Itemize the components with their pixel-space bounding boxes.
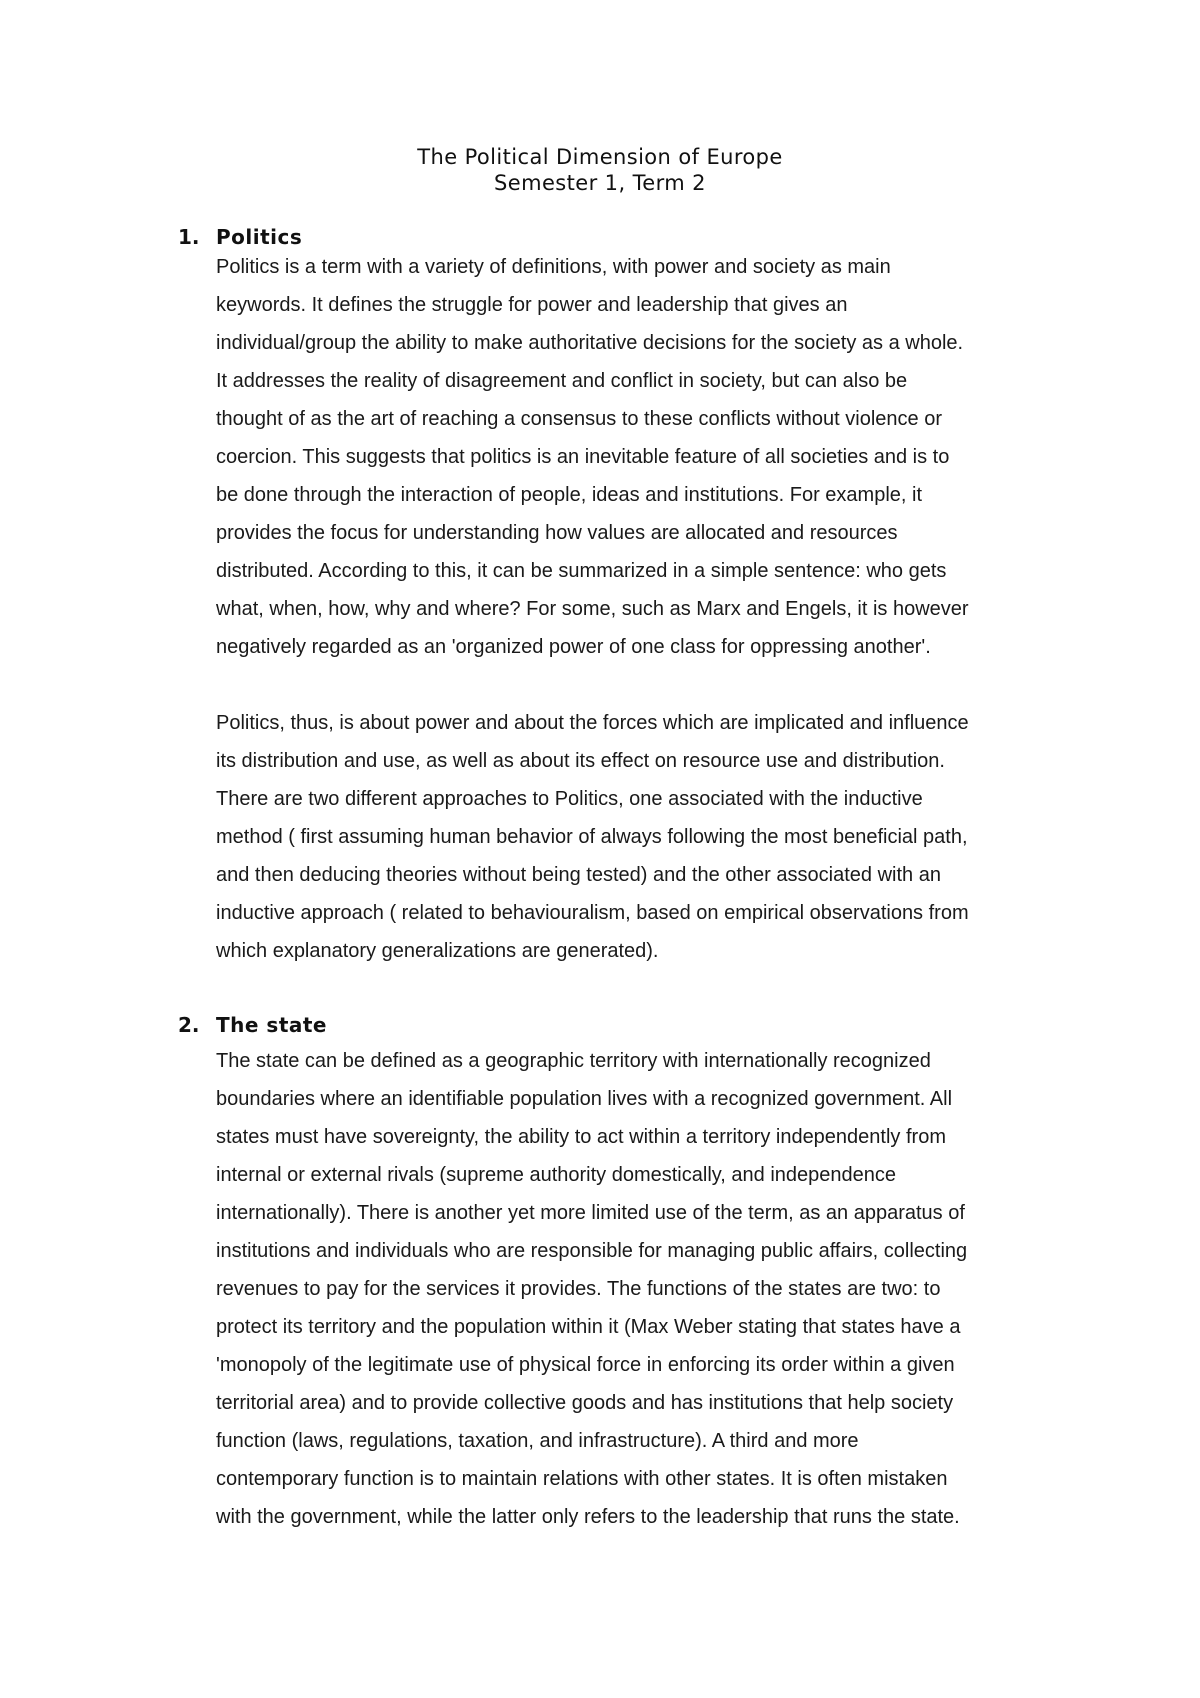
text-line: and then deducing theories without being tested) and the other associated with an [216,864,941,886]
text-line: inductive approach ( related to behaviouralism, based on empirical observations from [216,902,969,924]
text-line: The state can be defined as a geographic territory with internationally recognized [216,1050,931,1072]
text-line: function (laws, regulations, taxation, and infrastructure). A third and more [216,1430,859,1452]
text-line: Politics is a term with a variety of definitions, with power and society as main [216,256,891,278]
text-line: be done through the interaction of people, ideas and institutions. For example, it [216,484,923,506]
text-line: territorial area) and to provide collective goods and has institutions that help society [216,1392,954,1414]
text-line: Politics, thus, is about power and about the forces which are implicated and influence [216,712,969,734]
paragraph-spacer [216,666,1078,704]
section-number: 1. [178,225,200,249]
paragraph [216,248,1078,666]
document-title-block [0,144,1200,196]
text-line: internal or external rivals (supreme authority domestically, and independence [216,1164,896,1186]
section-heading [178,1010,1078,1040]
section-heading [178,222,1078,252]
text-line: There are two different approaches to Politics, one associated with the inductive [216,788,923,810]
section-the-state [178,1010,1078,1536]
section-number: 2. [178,1013,200,1037]
text-line: boundaries where an identifiable population lives with a recognized government. All [216,1088,953,1110]
text-line: with the government, while the latter only refers to the leadership that runs the state. [216,1506,960,1528]
text-line: protect its territory and the population within it (Max Weber stating that states have a [216,1316,961,1338]
text-line: revenues to pay for the services it provides. The functions of the states are two: to [216,1278,941,1300]
paragraph [216,1042,1078,1536]
section-body [216,1042,1078,1536]
text-line: provides the focus for understanding how values are allocated and resources [216,522,898,544]
text-line: distributed. According to this, it can be summarized in a simple sentence: who gets [216,560,947,582]
text-line: 'monopoly of the legitimate use of physical force in enforcing its order within a given [216,1354,955,1376]
text-line: states must have sovereignty, the ability to act within a territory independently from [216,1126,946,1148]
text-line: method ( first assuming human behavior of always following the most beneficial path, [216,826,968,848]
paragraph [216,704,1078,970]
text-line: It addresses the reality of disagreement and conflict in society, but can also be [216,370,908,392]
section-heading-text: The state [216,1013,327,1037]
text-line: institutions and individuals who are responsible for managing public affairs, collecting [216,1240,968,1262]
section-body [216,248,1078,970]
text-line: its distribution and use, as well as about its effect on resource use and distribution. [216,750,945,772]
document-title: The Political Dimension of Europe [417,145,783,169]
text-line: thought of as the art of reaching a consensus to these conflicts without violence or [216,408,942,430]
text-line: internationally). There is another yet more limited use of the term, as an apparatus of [216,1202,965,1224]
text-line: individual/group the ability to make authoritative decisions for the society as a whole. [216,332,964,354]
text-line: negatively regarded as an 'organized power of one class for oppressing another'. [216,636,931,658]
text-line: contemporary function is to maintain relations with other states. It is often mistaken [216,1468,948,1490]
document-subtitle: Semester 1, Term 2 [494,171,706,195]
section-politics [178,222,1078,970]
section-heading-text: Politics [216,225,303,249]
text-line: coercion. This suggests that politics is an inevitable feature of all societies and is to [216,446,950,468]
text-line: which explanatory generalizations are generated). [216,940,659,962]
text-line: keywords. It defines the struggle for power and leadership that gives an [216,294,848,316]
text-line: what, when, how, why and where? For some, such as Marx and Engels, it is however [216,598,969,620]
